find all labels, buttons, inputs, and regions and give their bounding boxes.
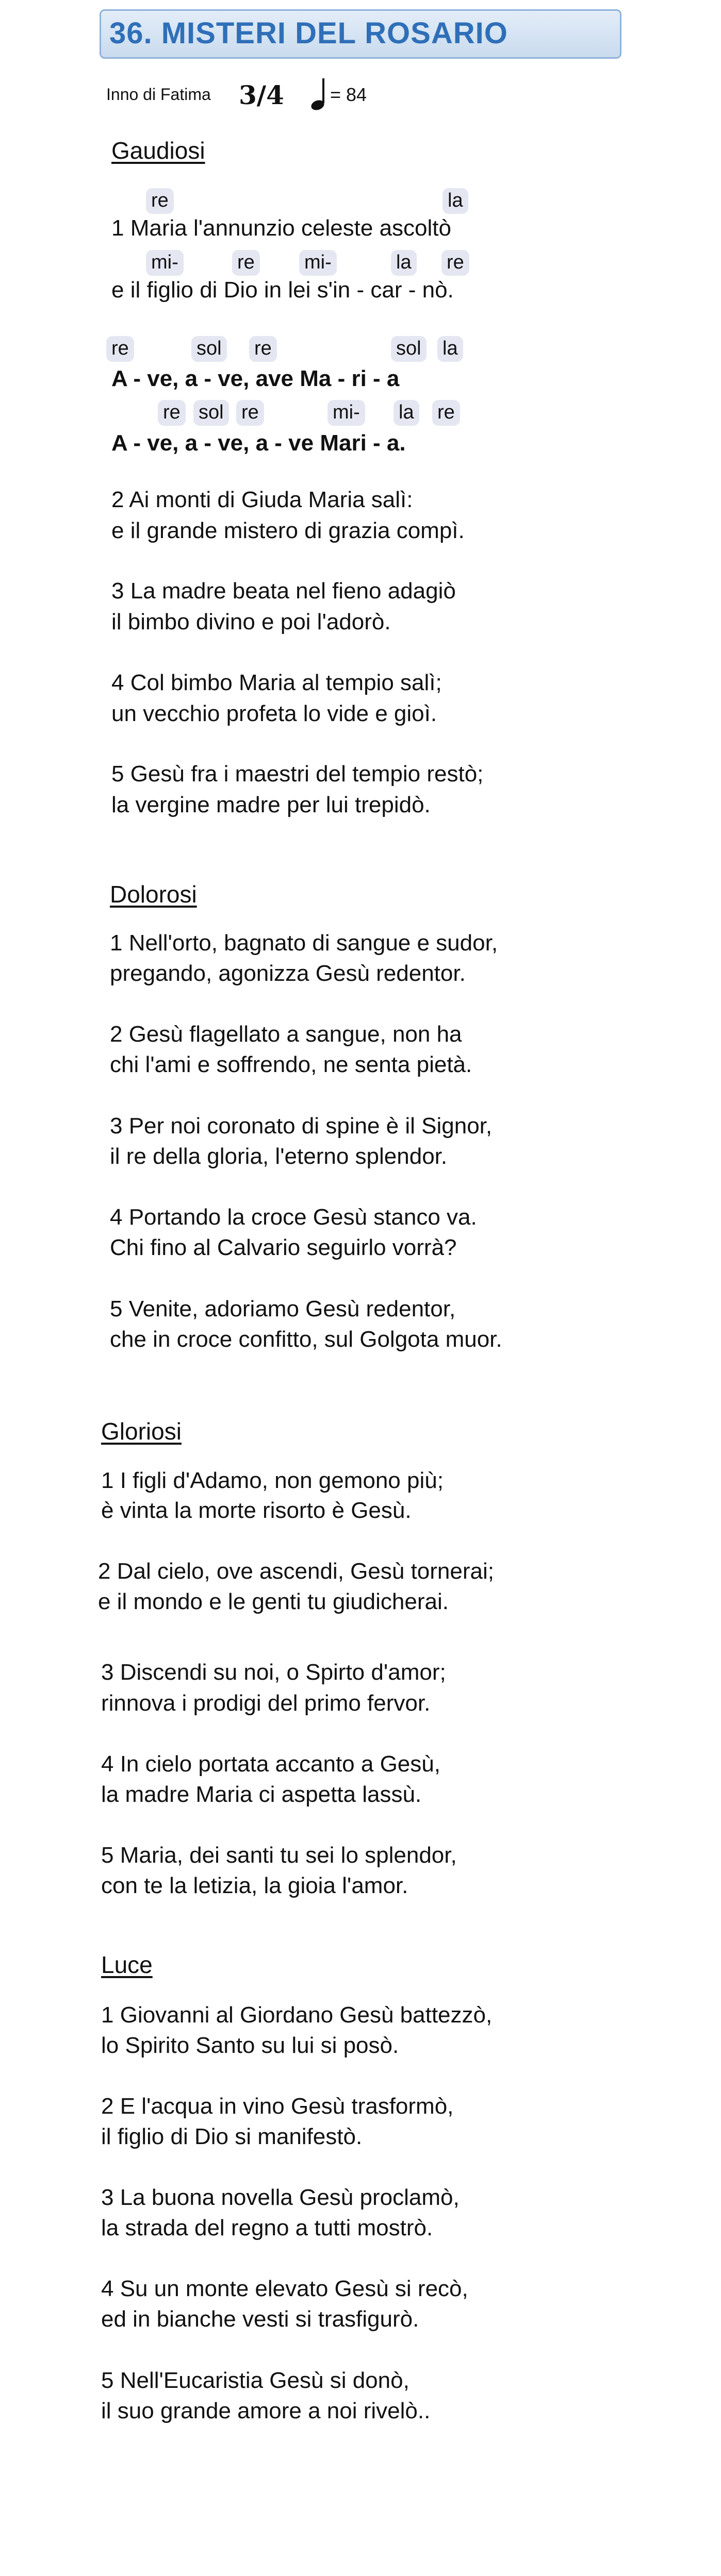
- lyric-line: il figlio di Dio si manifestò.: [101, 2124, 363, 2149]
- lyric-line: e il mondo e le genti tu giudicherai.: [98, 1589, 449, 1614]
- lyric-line: 5 Maria, dei santi tu sei lo splendor,: [101, 1843, 457, 1868]
- lyric-line: 4 Col bimbo Maria al tempio salì;: [111, 670, 442, 695]
- chord: mi-: [327, 400, 365, 426]
- chord: la: [394, 400, 419, 426]
- lyric-line: lo Spirito Santo su lui si posò.: [101, 2033, 399, 2058]
- chord: la: [443, 188, 468, 214]
- lyric-line: la strada del regno a tutti mostrò.: [101, 2215, 433, 2240]
- section-heading-dolorosi: Dolorosi: [110, 881, 197, 908]
- lyric-line: 5 Gesù fra i maestri del tempio restò;: [111, 761, 484, 787]
- chord: re: [441, 250, 469, 276]
- lyric-line: 3 La buona novella Gesù proclamò,: [101, 2185, 460, 2210]
- lyric-line: 1 Nell'orto, bagnato di sangue e sudor,: [110, 930, 498, 956]
- lyric-line: la madre Maria ci aspetta lassù.: [101, 1782, 422, 1807]
- lyric-line: 3 Discendi su noi, o Spirto d'amor;: [101, 1660, 446, 1685]
- chord: mi-: [146, 250, 184, 276]
- chord: re: [432, 400, 460, 426]
- lyric-line: 3 Per noi coronato di spine è il Signor,: [110, 1113, 493, 1139]
- lyric-line: la vergine madre per lui trepidò.: [111, 792, 431, 817]
- lyric-line: 2 Dal cielo, ove ascendi, Gesù tornerai;: [98, 1559, 494, 1584]
- lyric-line: il bimbo divino e poi l'adorò.: [111, 609, 391, 634]
- chord: re: [236, 400, 264, 426]
- lyric-line: 4 Su un monte elevato Gesù si recò,: [101, 2276, 468, 2301]
- lyric-line: 2 E l'acqua in vino Gesù trasformò,: [101, 2094, 454, 2119]
- chord: re: [249, 336, 277, 362]
- title-banner: [100, 9, 621, 59]
- section-heading-gaudiosi: Gaudiosi: [111, 137, 205, 164]
- lyric-line: è vinta la morte risorto è Gesù.: [101, 1498, 412, 1523]
- chord: re: [232, 250, 260, 276]
- chord: la: [437, 336, 463, 362]
- refrain-line: A - ve, a - ve, a - ve Mari - a.: [111, 430, 406, 456]
- section-heading-luce: Luce: [101, 1951, 153, 1978]
- lyric-line: e il grande mistero di grazia compì.: [111, 518, 465, 543]
- lyric-line: che in croce confitto, sul Golgota muor.: [110, 1327, 502, 1352]
- lyric-line: il re della gloria, l'eterno splendor.: [110, 1144, 448, 1169]
- lyric-line: il suo grande amore a noi rivelò..: [101, 2398, 431, 2423]
- lyric-line: pregando, agonizza Gesù redentor.: [110, 961, 466, 986]
- lyric-line: chi l'ami e soffrendo, ne senta pietà.: [110, 1052, 472, 1077]
- page-title: 36. MISTERI DEL ROSARIO: [109, 16, 508, 50]
- lyric-line: e il figlio di Dio in lei s'in - car - nò.: [111, 277, 454, 303]
- time-signature: 3/4: [239, 80, 284, 110]
- chord: re: [106, 336, 134, 362]
- lyric-line: 5 Nell'Eucaristia Gesù si donò,: [101, 2368, 409, 2393]
- refrain-line: A - ve, a - ve, ave Ma - ri - a: [111, 366, 400, 391]
- tempo-marking: = 84: [330, 84, 367, 105]
- lyric-line: 3 La madre beata nel fieno adagiò: [111, 578, 456, 604]
- chord: sol: [193, 400, 229, 426]
- lyric-line: 4 Portando la croce Gesù stanco va.: [110, 1205, 477, 1230]
- chord: sol: [191, 336, 227, 362]
- lyric-line: 1 Giovanni al Giordano Gesù battezzò,: [101, 2002, 493, 2028]
- lyric-line: 2 Ai monti di Giuda Maria salì:: [111, 487, 413, 512]
- lyric-line: 5 Venite, adoriamo Gesù redentor,: [110, 1296, 456, 1322]
- section-heading-gloriosi: Gloriosi: [101, 1418, 182, 1445]
- chord: re: [146, 188, 174, 214]
- lyric-line: 1 Maria l'annunzio celeste ascoltò: [111, 215, 451, 241]
- hymn-source: Inno di Fatima: [106, 85, 211, 104]
- lyric-line: 4 In cielo portata accanto a Gesù,: [101, 1751, 440, 1777]
- chord: sol: [391, 336, 427, 362]
- chord: mi-: [299, 250, 337, 276]
- lyric-line: ed in bianche vesti si trasfigurò.: [101, 2306, 419, 2332]
- lyric-line: con te la letizia, la gioia l'amor.: [101, 1873, 408, 1898]
- chord: re: [158, 400, 186, 426]
- chord: la: [391, 250, 417, 276]
- lyric-line: 1 I figli d'Adamo, non gemono più;: [101, 1468, 444, 1493]
- lyric-line: Chi fino al Calvario seguirlo vorrà?: [110, 1235, 457, 1260]
- lyric-line: un vecchio profeta lo vide e gioì.: [111, 701, 437, 726]
- lyric-line: rinnova i prodigi del primo fervor.: [101, 1691, 431, 1716]
- lyric-line: 2 Gesù flagellato a sangue, non ha: [110, 1022, 462, 1047]
